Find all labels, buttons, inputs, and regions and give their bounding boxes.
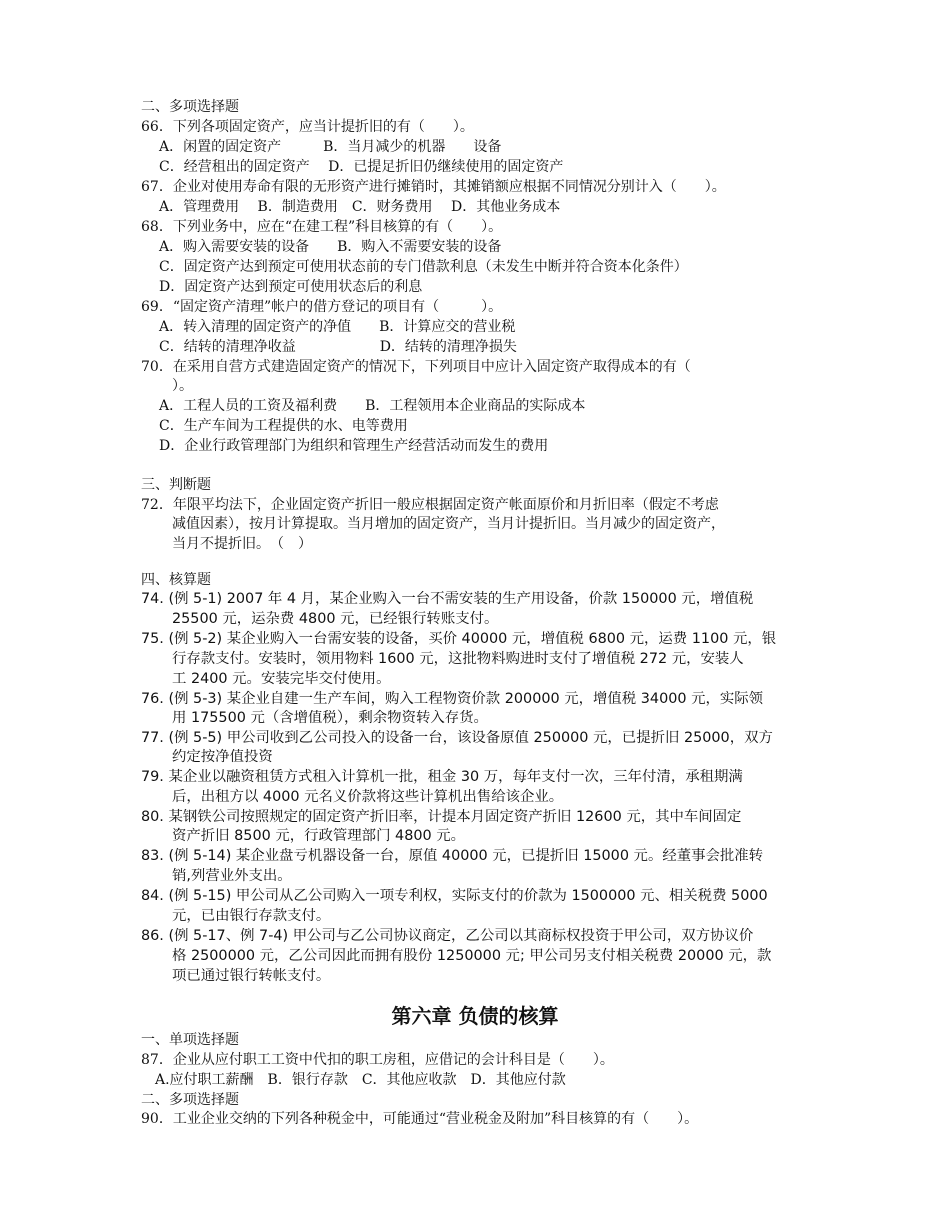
q79-line1: 79. 某企业以融资租赁方式租入计算机一批，租金 30 万，每年支付一次，三年付清，承租期满 (141, 769, 743, 785)
q76-line1: 76. (例 5-3) 某企业自建一生产车间，购入工程物资价款 200000 元，增值税 34000 元，实际领 (141, 691, 764, 707)
q76-line2: 用 175500 元（含增值税），剩余物资转入存货。 (172, 710, 488, 726)
q68-options-ab: A．购入需要安装的设备 B．购入不需要安装的设备 (159, 239, 502, 255)
q68-option-c: C．固定资产达到预定可使用状态前的专门借款利息（未发生中断并符合资本化条件） (159, 259, 688, 275)
q87-options: A.应付职工薪酬 B．银行存款 C．其他应收款 D．其他应付款 (155, 1072, 566, 1088)
q83-line1: 83. (例 5-14) 某企业盘亏机器设备一台，原值 40000 元，已提折旧 15000 元。经董事会批准转 (141, 848, 764, 864)
section-heading-judge: 三、判断题 (141, 477, 211, 493)
q68-option-d: D．固定资产达到预定可使用状态后的利息 (159, 279, 423, 295)
q75-line3: 工 2400 元。安装完毕交付使用。 (172, 671, 391, 687)
q66-options-ab: A．闲置的固定资产 B．当月减少的机器 设备 (159, 139, 502, 155)
q72-line2: 减值因素），按月计算提取。当月增加的固定资产，当月计提折旧。当月减少的固定资产， (172, 516, 725, 532)
q75-line2: 行存款支付。安装时，领用物料 1600 元，这批物料购进时支付了增值税 272 元，安装人 (172, 651, 744, 667)
q80-line2: 资产折旧 8500 元，行政管理部门 4800 元。 (172, 828, 466, 844)
section-heading-multi-choice: 二、多项选择题 (141, 99, 239, 115)
q77-line1: 77. (例 5-5) 甲公司收到乙公司投入的设备一台，该设备原值 250000 元，已提折旧 25000，双方 (141, 730, 773, 746)
q83-line2: 销,列营业外支出。 (172, 868, 292, 884)
q80-line1: 80. 某钢铁公司按照规定的固定资产折旧率，计提本月固定资产折旧 12600 元，其中车间固定 (141, 809, 742, 825)
q70-options-ab: A．工程人员的工资及福利费 B．工程领用本企业商品的实际成本 (159, 398, 586, 414)
q70-stem-line2: ）。 (172, 378, 193, 394)
q67-options: A．管理费用 B．制造费用 C．财务费用 D．其他业务成本 (159, 199, 561, 215)
q86-line3: 项已通过银行转帐支付。 (172, 968, 331, 984)
q68-stem: 68．下列业务中，应在“在建工程”科目核算的有（ ）。 (141, 219, 503, 235)
q86-line1: 86. (例 5-17、例 7-4) 甲公司与乙公司协议商定，乙公司以其商标权投资于甲公司，双方协议价 (141, 928, 754, 944)
section-heading-single-choice: 一、单项选择题 (141, 1032, 239, 1048)
q69-stem: 69．“固定资产清理”帐户的借方登记的项目有（ ）。 (141, 299, 503, 315)
section-heading-calc: 四、核算题 (141, 572, 211, 588)
q67-stem: 67．企业对使用寿命有限的无形资产进行摊销时，其摊销额应根据不同情况分别计入（ ）。 (141, 179, 726, 195)
q66-options-cd: C．经营租出的固定资产 D．已提足折旧仍继续使用的固定资产 (159, 159, 564, 175)
q66-stem: 66．下列各项固定资产，应当计提折旧的有（ ）。 (141, 119, 474, 135)
q77-line2: 约定按净值投资 (172, 749, 273, 765)
q74-line2: 25500 元，运杂费 4800 元，已经银行转账支付。 (172, 611, 499, 627)
q69-options-ab: A．转入清理的固定资产的净值 B．计算应交的营业税 (159, 319, 516, 335)
q69-options-cd: C．结转的清理净收益 D．结转的清理净损失 (159, 339, 517, 355)
q70-option-d: D．企业行政管理部门为组织和管理生产经营活动而发生的费用 (159, 438, 549, 454)
q70-stem-line1: 70．在采用自营方式建造固定资产的情况下，下列项目中应计入固定资产取得成本的有（ (141, 359, 691, 375)
q70-option-c: C．生产车间为工程提供的水、电等费用 (159, 418, 408, 434)
q72-line1: 72．年限平均法下，企业固定资产折旧一般应根据固定资产帐面原价和月折旧率（假定不考虑 (141, 497, 719, 513)
q90-stem: 90．工业企业交纳的下列各种税金中，可能通过“营业税金及附加”科目核算的有（ ）。 (141, 1111, 699, 1127)
section-heading-multi-choice-2: 二、多项选择题 (141, 1092, 239, 1108)
q86-line2: 格 2500000 元，乙公司因此而拥有股份 1250000 元; 甲公司另支付相关税费 20000 元，款 (172, 948, 772, 964)
q84-line1: 84. (例 5-15) 甲公司从乙公司购入一项专利权，实际支付的价款为 1500000 元、相关税费 5000 (141, 888, 768, 904)
q72-line3: 当月不提折旧。 （ ） (172, 536, 312, 552)
q87-stem: 87．企业从应付职工工资中代扣的职工房租，应借记的会计科目是（ ）。 (141, 1052, 614, 1068)
q79-line2: 后，出租方以 4000 元名义价款将这些计算机出售给该企业。 (172, 789, 564, 805)
q74-line1: 74. (例 5-1) 2007 年 4 月，某企业购入一台不需安装的生产用设备，价款 150000 元，增值税 (141, 591, 754, 607)
q75-line1: 75. (例 5-2) 某企业购入一台需安装的设备，买价 40000 元，增值税 6800 元，运费 1100 元，银 (141, 631, 777, 647)
chapter-title: 第六章 负债的核算 (391, 1004, 559, 1028)
q84-line2: 元，已由银行存款支付。 (172, 908, 331, 924)
